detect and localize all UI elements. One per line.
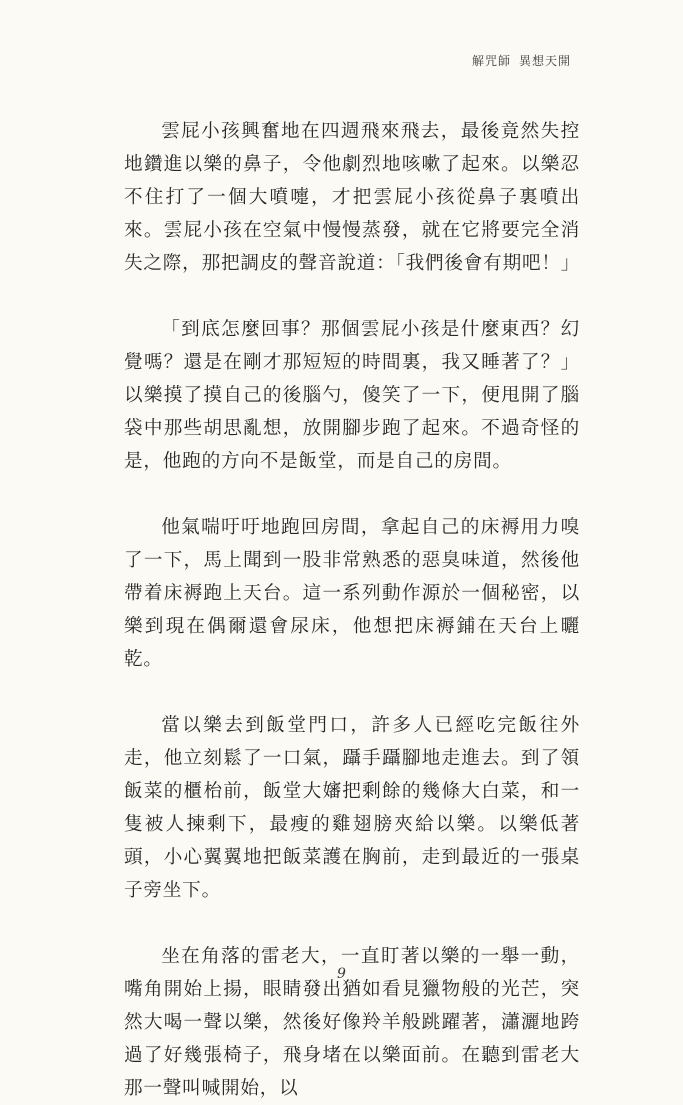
paragraph-5: 坐在角落的雷老大，一直盯著以樂的一舉一動，嘴角開始上揚，眼睛發出猶如看見獵物般的光芒，突然大喝一聲以樂，然後好像羚羊般跳躍著，瀟灑地跨過了好幾張椅子，飛身堵在以樂面前。在聽到雷老大那一聲叫喊開始，以	[124, 946, 580, 1099]
book-title: 解咒師	[471, 54, 511, 68]
paragraph-1: 雲屁小孩興奮地在四週飛來飛去，最後竟然失控地鑽進以樂的鼻子，令他劇烈地咳嗽了起來。以樂忍不住打了一個大噴嚏，才把雲屁小孩從鼻子裏噴出來。雲屁小孩在空氣中慢慢蒸發，就在它將要完全消失之際，那把調皮的聲音說道：「我們後會有期吧！」	[124, 121, 581, 274]
paragraph-4: 當以樂去到飯堂門口，許多人已經吃完飯往外走，他立刻鬆了一口氣，躡手躡腳地走進去。到了領飯菜的櫃枱前，飯堂大嬸把剩餘的幾條大白菜，和一隻被人揀剩下，最瘦的雞翅膀夾給以樂。以樂低著頭，小心翼翼地把飯菜護在胸前，走到最近的一張桌子旁坐下。	[124, 715, 580, 901]
paragraph-3: 他氣喘吁吁地跑回房間，拿起自己的床褥用力嗅了一下，馬上聞到一股非常熟悉的惡臭味道，然後他帶着床褥跑上天台。這一系列動作源於一個秘密，以樂到現在偶爾還會尿床，他想把床褥鋪在天台上曬乾。	[124, 517, 580, 670]
running-header	[472, 52, 571, 69]
page-number: 9	[337, 966, 346, 982]
body-text	[124, 115, 580, 1105]
paragraph-2: 「到底怎麼回事？那個雲屁小孩是什麼東西？幻覺嗎？還是在剛才那短短的時間裏，我又睡著了？」以樂摸了摸自己的後腦勺，傻笑了一下，便甩開了腦袋中那些胡思亂想，放開腳步跑了起來。不過奇怪的是，他跑的方向不是飯堂，而是自己的房間。	[124, 319, 580, 472]
chapter-title: 異想天開	[518, 54, 571, 68]
